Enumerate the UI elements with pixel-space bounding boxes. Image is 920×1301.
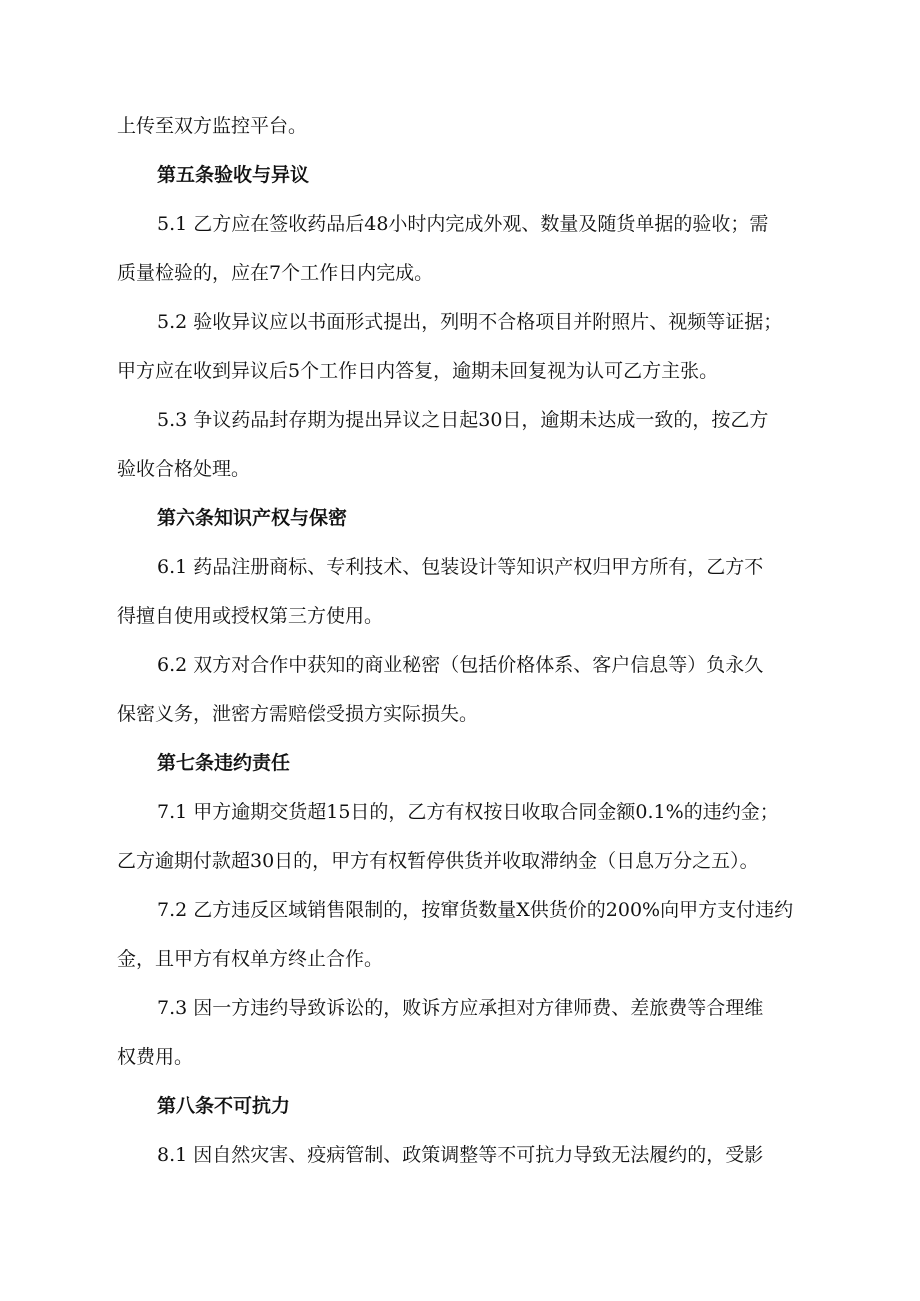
clause-6-2-line-2: 保密义务，泄密方需赔偿受损方实际损失。 <box>117 703 479 725</box>
clause-6-1-line-2: 得擅自使用或授权第三方使用。 <box>117 605 384 627</box>
section-heading: 第五条验收与异议 <box>157 164 310 186</box>
section-heading: 第八条不可抗力 <box>157 1095 291 1117</box>
clause-5-2-line-1: 5.2 验收异议应以书面形式提出，列明不合格项目并附照片、视频等证据； <box>157 311 783 333</box>
clause-5-2-line-2: 甲方应在收到异议后5个工作日内答复，逾期未回复视为认可乙方主张。 <box>117 360 719 382</box>
clause-7-3-line-2: 权费用。 <box>117 1046 194 1068</box>
clause-7-2-line-2: 金，且甲方有权单方终止合作。 <box>117 948 384 970</box>
section-heading: 第六条知识产权与保密 <box>157 507 348 529</box>
clause-7-2-line-1: 7.2 乙方违反区域销售限制的，按窜货数量X供货价的200%向甲方支付违约 <box>157 899 794 921</box>
clause-7-1-line-1: 7.1 甲方逾期交货超15日的，乙方有权按日收取合同金额0.1%的违约金； <box>157 801 779 823</box>
clause-6-1-line-1: 6.1 药品注册商标、专利技术、包装设计等知识产权归甲方所有，乙方不 <box>157 556 764 578</box>
text-line: 上传至双方监控平台。 <box>117 115 308 137</box>
clause-5-3-line-2: 验收合格处理。 <box>117 458 251 480</box>
clause-5-1-line-2: 质量检验的，应在7个工作日内完成。 <box>117 262 434 284</box>
clause-8-1-line-1: 8.1 因自然灾害、疫病管制、政策调整等不可抗力导致无法履约的，受影 <box>157 1144 764 1166</box>
clause-7-3-line-1: 7.3 因一方违约导致诉讼的，败诉方应承担对方律师费、差旅费等合理维 <box>157 997 764 1019</box>
clause-5-3-line-1: 5.3 争议药品封存期为提出异议之日起30日，逾期未达成一致的，按乙方 <box>157 409 769 431</box>
document-body <box>117 112 807 1170</box>
clause-6-2-line-1: 6.2 双方对合作中获知的商业秘密（包括价格体系、客户信息等）负永久 <box>157 654 764 676</box>
clause-7-1-line-2: 乙方逾期付款超30日的，甲方有权暂停供货并收取滞纳金（日息万分之五）。 <box>117 850 759 872</box>
section-heading: 第七条违约责任 <box>157 752 291 774</box>
clause-5-1-line-1: 5.1 乙方应在签收药品后48小时内完成外观、数量及随货单据的验收；需 <box>157 213 769 235</box>
